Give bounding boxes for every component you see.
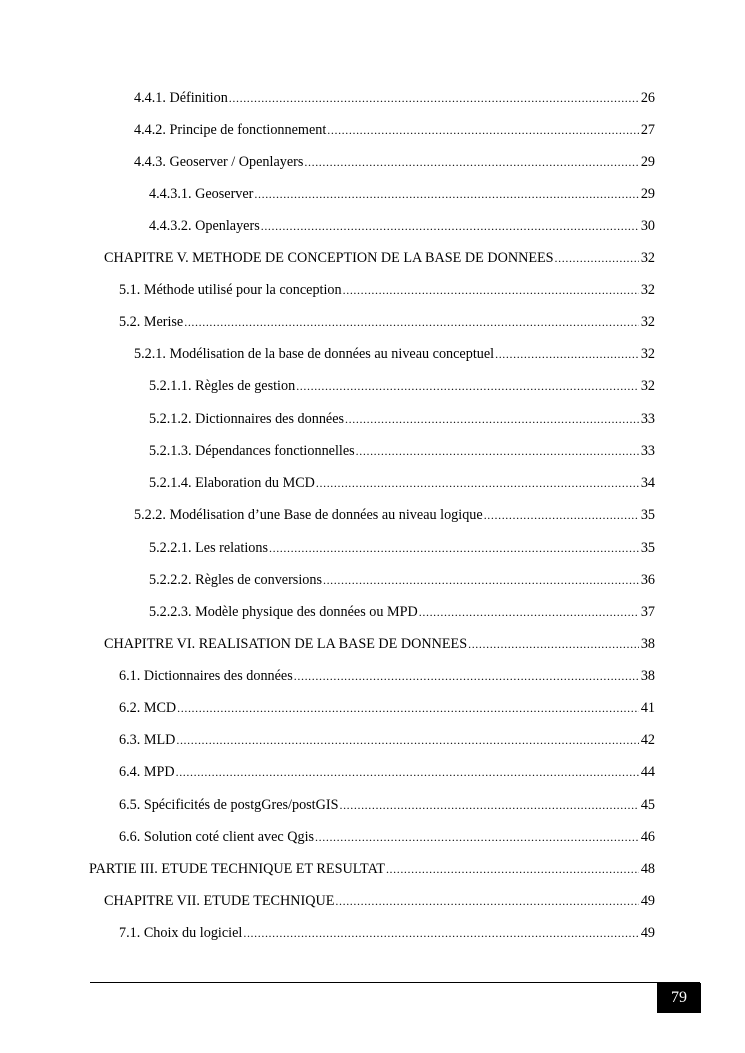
toc-entry-title: 5.2.1. Modélisation de la base de données au niveau conceptuel — [134, 346, 495, 362]
toc-dot-leader — [316, 474, 639, 492]
toc-entry[interactable] — [89, 860, 655, 878]
toc-dot-leader — [176, 763, 639, 781]
toc-entry[interactable] — [134, 506, 655, 524]
toc-entry[interactable] — [104, 249, 655, 267]
toc-entry-title: 6.1. Dictionnaires des données — [119, 668, 293, 684]
toc-entry[interactable] — [119, 763, 655, 781]
toc-entry[interactable] — [119, 667, 655, 685]
toc-dot-leader — [296, 377, 639, 395]
toc-entry[interactable] — [119, 699, 655, 717]
toc-page-number: 37 — [640, 604, 655, 620]
toc-entry[interactable] — [119, 796, 655, 814]
toc-entry[interactable] — [134, 121, 655, 139]
toc-dot-leader — [555, 249, 639, 267]
toc-entry-title: 6.2. MCD — [119, 700, 177, 716]
toc-entry-title: 4.4.1. Définition — [134, 90, 228, 106]
toc-dot-leader — [419, 603, 639, 621]
toc-page-number: 32 — [640, 250, 655, 266]
toc-page-number: 27 — [640, 122, 655, 138]
toc-page-number: 38 — [640, 668, 655, 684]
toc-dot-leader — [386, 860, 639, 878]
toc-entry-title: 5.2.1.1. Règles de gestion — [149, 378, 296, 394]
toc-entry[interactable] — [104, 892, 655, 910]
toc-entry[interactable] — [119, 731, 655, 749]
toc-page-number: 45 — [640, 797, 655, 813]
toc-dot-leader — [177, 699, 639, 717]
toc-page-number: 49 — [640, 893, 655, 909]
toc-entry-title: 5.2.2.1. Les relations — [149, 540, 268, 556]
toc-entry[interactable] — [149, 539, 655, 557]
toc-page-number: 46 — [640, 829, 655, 845]
toc-page-number: 32 — [640, 282, 655, 298]
toc-entry-title: 6.6. Solution coté client avec Qgis — [119, 829, 315, 845]
toc-page-number: 42 — [640, 732, 655, 748]
toc-entry[interactable] — [149, 377, 655, 395]
toc-entry[interactable] — [149, 217, 655, 235]
toc-entry[interactable] — [119, 924, 655, 942]
toc-entry[interactable] — [149, 603, 655, 621]
toc-page-number: 30 — [640, 218, 655, 234]
toc-entry-title: 4.4.3.2. Openlayers — [149, 218, 260, 234]
toc-entry[interactable] — [149, 185, 655, 203]
toc-entry-title: 6.4. MPD — [119, 764, 175, 780]
toc-entry-title: 4.4.3. Geoserver / Openlayers — [134, 154, 304, 170]
toc-dot-leader — [176, 731, 638, 749]
toc-entry-title: 5.2.2.2. Règles de conversions — [149, 572, 322, 588]
toc-entry[interactable] — [149, 442, 655, 460]
toc-page-number: 26 — [640, 90, 655, 106]
toc-dot-leader — [484, 506, 639, 524]
toc-entry-title: 5.2.2. Modélisation d’une Base de données au niveau logique — [134, 507, 483, 523]
toc-entry-title: PARTIE III. ETUDE TECHNIQUE ET RESULTAT — [89, 861, 385, 877]
toc-entry-title: 6.3. MLD — [119, 732, 176, 748]
toc-entry[interactable] — [104, 635, 655, 653]
toc-dot-leader — [294, 667, 639, 685]
toc-page-number: 35 — [640, 540, 655, 556]
toc-entry[interactable] — [134, 153, 655, 171]
toc-entry-title: 5.2.1.4. Elaboration du MCD — [149, 475, 315, 491]
toc-page-number: 44 — [640, 764, 655, 780]
toc-page-number: 29 — [640, 186, 655, 202]
toc-dot-leader — [327, 121, 639, 139]
toc-dot-leader — [304, 153, 638, 171]
toc-dot-leader — [343, 281, 639, 299]
toc-dot-leader — [468, 635, 639, 653]
toc-page-number: 35 — [640, 507, 655, 523]
toc-page-number: 33 — [640, 411, 655, 427]
page-number-badge: 79 — [657, 983, 701, 1013]
toc-entry-title: 5.2. Merise — [119, 314, 184, 330]
toc-dot-leader — [229, 89, 639, 107]
toc-dot-leader — [184, 313, 639, 331]
toc-page-number: 48 — [640, 861, 655, 877]
toc-entry[interactable] — [119, 281, 655, 299]
toc-dot-leader — [243, 924, 638, 942]
footer-divider — [90, 982, 700, 983]
toc-entry-title: 4.4.2. Principe de fonctionnement — [134, 122, 327, 138]
toc-dot-leader — [315, 828, 639, 846]
toc-page-number: 38 — [640, 636, 655, 652]
toc-entry-title: 6.5. Spécificités de postgGres/postGIS — [119, 797, 339, 813]
toc-page-number: 32 — [640, 378, 655, 394]
toc-dot-leader — [323, 571, 639, 589]
toc-entry-title: CHAPITRE V. METHODE DE CONCEPTION DE LA BASE DE DONNEES — [104, 250, 554, 266]
toc-dot-leader — [356, 442, 639, 460]
toc-entry[interactable] — [134, 345, 655, 363]
toc-dot-leader — [254, 185, 638, 203]
toc-page-number: 29 — [640, 154, 655, 170]
toc-entry[interactable] — [149, 410, 655, 428]
toc-dot-leader — [345, 410, 639, 428]
toc-dot-leader — [261, 217, 639, 235]
toc-entry-title: 5.1. Méthode utilisé pour la conception — [119, 282, 342, 298]
toc-dot-leader — [495, 345, 639, 363]
toc-dot-leader — [269, 539, 639, 557]
toc-entry[interactable] — [149, 474, 655, 492]
toc-page-number: 33 — [640, 443, 655, 459]
toc-entry[interactable] — [134, 89, 655, 107]
toc-dot-leader — [339, 796, 638, 814]
toc-entry-title: CHAPITRE VII. ETUDE TECHNIQUE — [104, 893, 335, 909]
toc-page-number: 49 — [640, 925, 655, 941]
toc-page-number: 41 — [640, 700, 655, 716]
toc-entry-title: 5.2.1.3. Dépendances fonctionnelles — [149, 443, 355, 459]
toc-entry-title: 7.1. Choix du logiciel — [119, 925, 243, 941]
toc-entry-title: 5.2.1.2. Dictionnaires des données — [149, 411, 345, 427]
toc-entry[interactable] — [149, 571, 655, 589]
toc-dot-leader — [335, 892, 638, 910]
toc-entry[interactable] — [119, 313, 655, 331]
toc-page-number: 32 — [640, 314, 655, 330]
toc-page-number: 34 — [640, 475, 655, 491]
toc-entry-title: CHAPITRE VI. REALISATION DE LA BASE DE DONNEES — [104, 636, 468, 652]
toc-entry[interactable] — [119, 828, 655, 846]
toc-entry-title: 5.2.2.3. Modèle physique des données ou MPD — [149, 604, 418, 620]
toc-entry-title: 4.4.3.1. Geoserver — [149, 186, 254, 202]
toc-page-number: 36 — [640, 572, 655, 588]
toc-page-number: 32 — [640, 346, 655, 362]
